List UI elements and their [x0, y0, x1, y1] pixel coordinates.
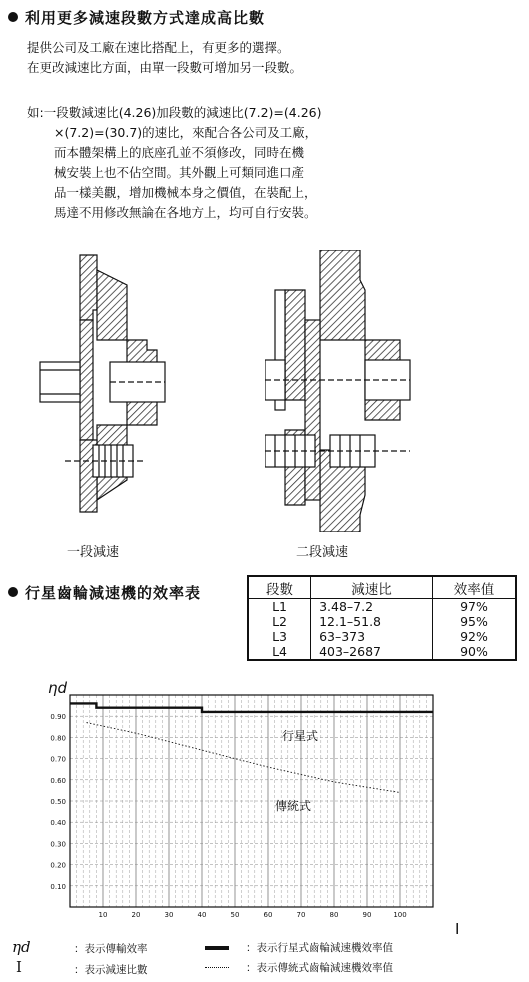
- x-tick-label: 50: [230, 911, 240, 919]
- section1-title: 利用更多減速段數方式達成高比數: [8, 7, 265, 28]
- x-tick-label: 80: [329, 911, 339, 919]
- x-tick-label: 60: [263, 911, 273, 919]
- legend-eta-text: ：表示傳輸效率: [74, 943, 148, 955]
- y-tick-label: 0.80: [50, 734, 66, 743]
- caption-single-stage: 一段減速: [67, 545, 120, 560]
- x-tick-label: 40: [197, 911, 207, 919]
- x-tick-label: 100: [393, 911, 407, 919]
- table-row: L4 403–2687 90%: [248, 644, 516, 660]
- x-tick-label: 20: [131, 911, 141, 919]
- legend-solid-text: ：表示行星式齒輪減速機效率值: [246, 942, 393, 954]
- series-label-traditional: 傳統式: [275, 799, 312, 813]
- y-tick-label: 0.30: [50, 840, 66, 849]
- single-stage-drawing: [35, 250, 170, 522]
- chart-grid: [70, 695, 433, 907]
- efficiency-chart: [0, 680, 529, 935]
- y-tick-label: 0.20: [50, 861, 66, 870]
- x-tick-label: 90: [362, 911, 372, 919]
- series-line-planetary: [70, 703, 433, 711]
- intro-line: 在更改減速比方面，由單一段數可增加另一段數。: [27, 60, 303, 75]
- table-row: L1 3.48–7.2 97%: [248, 599, 516, 615]
- bullet-icon: [8, 12, 18, 22]
- y-tick-label: 0.40: [50, 819, 66, 828]
- y-tick-label: 0.10: [50, 882, 66, 891]
- example-line: 械安裝上也不佔空間。其外觀上可類同進口產: [54, 165, 305, 180]
- example-line: ×(7.2)=(30.7)的速比，來配合各公司及工廠，: [54, 125, 318, 140]
- x-tick-label: 70: [296, 911, 306, 919]
- header-stages: 段數: [248, 576, 311, 599]
- efficiency-table: [247, 575, 517, 661]
- legend-solid-line-icon: [205, 946, 229, 950]
- example-line: 品一樣美觀，增加機械本身之價值，在裝配上，: [54, 185, 317, 200]
- x-tick-label: 30: [164, 911, 174, 919]
- chart-marks: [70, 703, 433, 813]
- header-efficiency: 效率值: [433, 576, 516, 599]
- caption-two-stage: 二段減速: [296, 545, 349, 560]
- example-line: 馬達不用修改無論在各地方上，均可自行安裝。: [54, 205, 317, 220]
- intro-paragraph: [27, 38, 302, 78]
- example-paragraph: [27, 103, 322, 223]
- y-tick-label: 0.90: [50, 713, 66, 722]
- legend-eta-symbol: ηd: [12, 938, 31, 956]
- legend-i-symbol: I: [16, 958, 22, 976]
- legend-dotted-line-icon: [205, 967, 229, 968]
- table-row: L2 12.1–51.8 95%: [248, 614, 516, 629]
- section2-title: 行星齒輪減速機的效率表: [8, 582, 201, 603]
- y-tick-label: 0.50: [50, 798, 66, 806]
- y-tick-label: 0.60: [50, 776, 66, 785]
- series-line-traditional: [87, 723, 401, 793]
- legend-i-text: ：表示減速比數: [74, 964, 148, 976]
- series-label-planetary: 行星式: [282, 729, 319, 743]
- y-axis-label: ηd: [48, 680, 68, 697]
- example-line: 而本體架構上的底座孔並不須修改，同時在機: [54, 145, 305, 160]
- two-stage-drawing: [265, 250, 415, 532]
- x-tick-label: 10: [98, 911, 108, 919]
- example-line: 如:一段數減速比(4.26)加段數的減速比(7.2)=(4.26): [27, 105, 322, 120]
- x-axis-label: I: [455, 920, 460, 935]
- y-tick-label: 0.70: [50, 755, 66, 764]
- header-ratio: 減速比: [311, 576, 433, 599]
- intro-line: 提供公司及工廠在速比搭配上，有更多的選擇。: [27, 40, 290, 55]
- table-row: L3 63–373 92%: [248, 629, 516, 644]
- bullet-icon: [8, 587, 18, 597]
- legend-dotted-text: ：表示傳統式齒輪減速機效率值: [246, 962, 393, 974]
- table-header-row: [248, 576, 516, 599]
- chart-legend: [8, 938, 523, 978]
